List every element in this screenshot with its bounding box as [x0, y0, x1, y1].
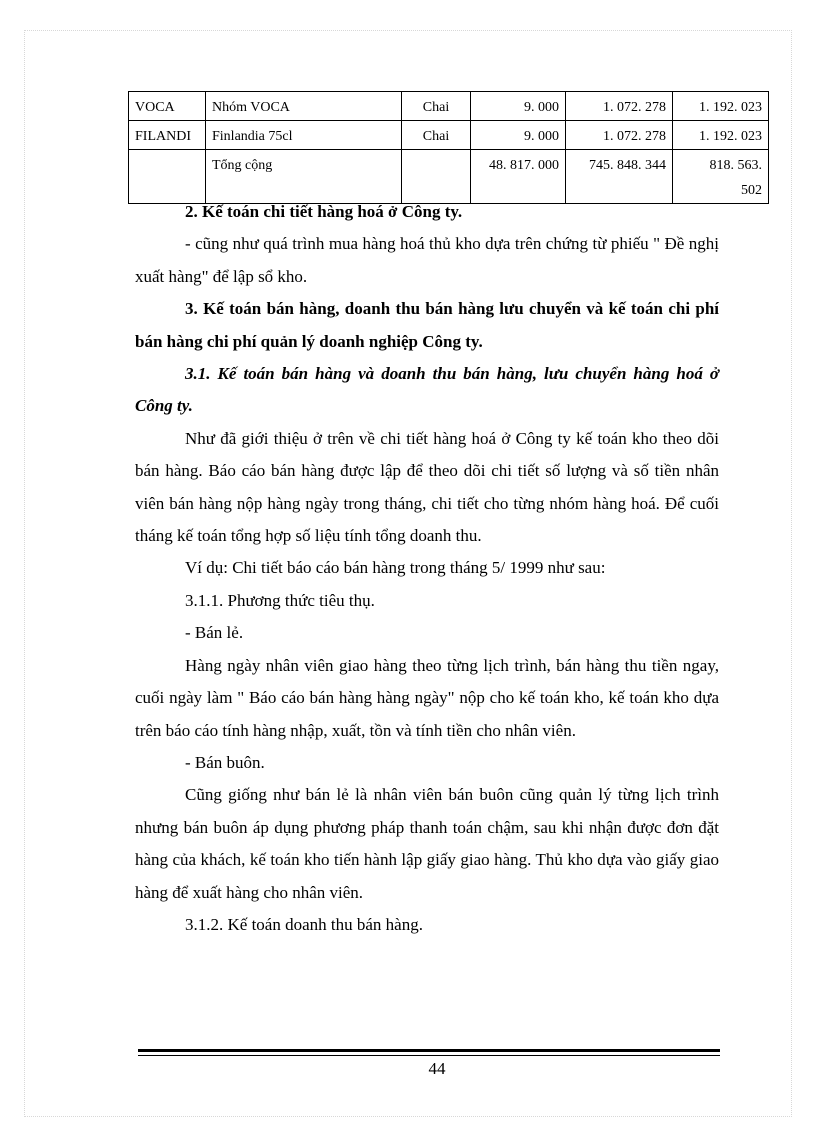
paragraph: 3.1.1. Phương thức tiêu thụ. — [185, 590, 375, 610]
section-heading-3: 3. Kế toán bán hàng, doanh thu bán hàng lưu chuyển và kế toán chi phí bán hàng chi phí quản lý doanh nghiệp Công ty. — [135, 299, 719, 351]
cell-value: 745. 848. 344 — [566, 150, 673, 204]
footer-rule — [138, 1055, 720, 1056]
subsection-heading-3-1: 3.1. Kế toán bán hàng và doanh thu bán hàng, lưu chuyển hàng hoá ở Công ty. — [135, 364, 719, 416]
paragraph: 3.1.2. Kế toán doanh thu bán hàng. — [185, 914, 423, 934]
cell-value: 1. 192. 023 — [673, 92, 769, 121]
cell-name: Nhóm VOCA — [206, 92, 402, 121]
cell-value: 48. 817. 000 — [471, 150, 566, 204]
section-heading-2: 2. Kế toán chi tiết hàng hoá ở Công ty. — [185, 202, 463, 221]
cell-value: 1. 072. 278 — [566, 92, 673, 121]
cell-unit: Chai — [402, 92, 471, 121]
paragraph: Như đã giới thiệu ở trên về chi tiết hàng hoá ở Công ty kế toán kho theo dõi bán hàng. Báo cáo bán hàng được lập để theo dõi chi tiết số lượng và số tiền nhân viên bán hàng nộp hàng ngày trong tháng, chi tiết cho từng nhóm hàng hoá. Để cuối tháng kế toán tổng hợp số liệu tính tổng doanh thu. — [135, 428, 719, 546]
total-line-1: 818. 563. — [709, 158, 762, 173]
page-number: 44 — [428, 1059, 446, 1078]
paragraph: Hàng ngày nhân viên giao hàng theo từng lịch trình, bán hàng thu tiền ngay, cuối ngày làm " Báo cáo bán hàng hàng ngày" nộp cho kế toán kho, kế toán kho dựa trên báo cáo tính hàng nhập, xuất, tồn và tính tiền cho nhân viên. — [135, 655, 719, 740]
paragraph: - cũng như quá trình mua hàng hoá thủ kho dựa trên chứng từ phiếu " Đề nghị xuất hàng" để lập sổ kho. — [135, 234, 719, 286]
table-row — [129, 92, 769, 121]
total-line-2: 502 — [741, 183, 762, 198]
cell-value: 1. 072. 278 — [566, 121, 673, 150]
cell-name: Tổng cộng — [206, 150, 402, 204]
cell-unit: Chai — [402, 121, 471, 150]
table-row — [129, 121, 769, 150]
cell-name: Finlandia 75cl — [206, 121, 402, 150]
sales-table — [128, 91, 769, 204]
paragraph: - Bán lẻ. — [185, 623, 244, 643]
paragraph: Cũng giống như bán lẻ là nhân viên bán buôn cũng quản lý từng lịch trình nhưng bán buôn áp dụng phương pháp thanh toán chậm, sau khi nhận được đơn đặt hàng của khách, kế toán kho tiến hành lập giấy giao hàng. Thủ kho dựa vào giấy giao hàng để xuất hàng cho nhân viên. — [135, 785, 719, 902]
paragraph: - Bán buôn. — [185, 752, 265, 772]
cell-value: 9. 000 — [471, 92, 566, 121]
cell-code: FILANDI — [129, 121, 206, 150]
document-body — [135, 196, 719, 941]
cell-value: 1. 192. 023 — [673, 121, 769, 150]
paragraph: Ví dụ: Chi tiết báo cáo bán hàng trong tháng 5/ 1999 như sau: — [185, 558, 606, 578]
cell-value: 9. 000 — [471, 121, 566, 150]
cell-code: VOCA — [129, 92, 206, 121]
footer-rule — [138, 1049, 720, 1052]
